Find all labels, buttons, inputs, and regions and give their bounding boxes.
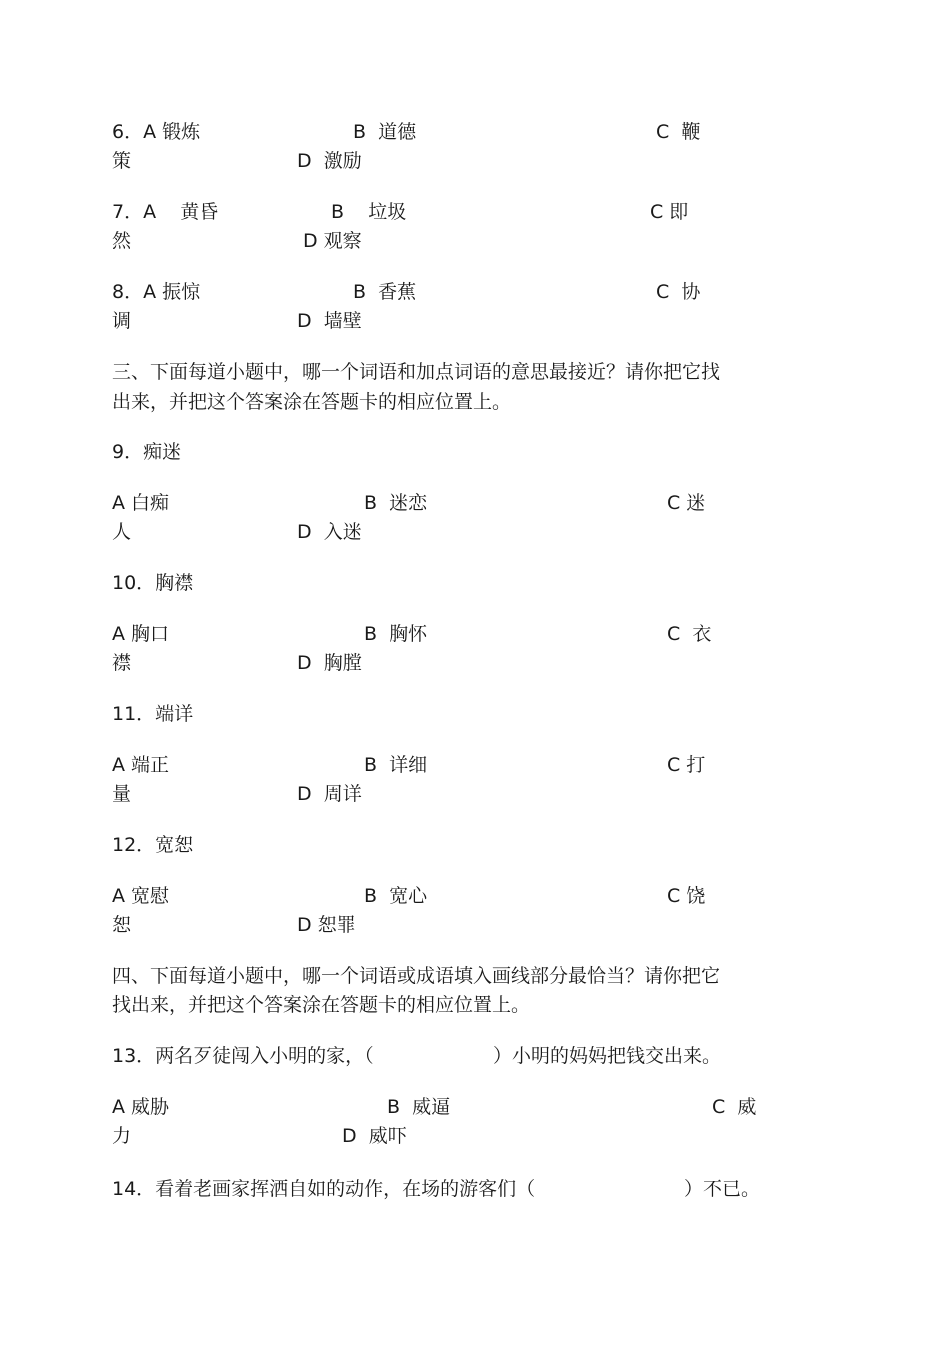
- q10-option-c-cont: 襟: [112, 652, 132, 674]
- section3-instruction: 三、下面每道小题中，哪一个词语和加点词语的意思最接近？请你把它找: [112, 361, 721, 383]
- section4-instruction-cont: 找出来，并把这个答案涂在答题卡的相应位置上。: [112, 994, 531, 1016]
- q10-option-c: C 衣: [667, 623, 712, 645]
- section4-instruction: 四、下面每道小题中，哪一个词语或成语填入画线部分最恰当？请你把它: [112, 965, 721, 987]
- q12-option-c: C 饶: [667, 885, 706, 907]
- q10-stem: 10．胸襟: [112, 572, 194, 594]
- q13-option-c-cont: 力: [112, 1125, 132, 1147]
- q6-option-c-cont: 策: [112, 150, 132, 172]
- q13-stem: 13．两名歹徒闯入小明的家，（: [112, 1045, 374, 1067]
- q8-option-c: C 协: [656, 281, 701, 303]
- q7-option-b: B 垃圾: [331, 201, 407, 223]
- q13-option-c: C 威: [712, 1096, 757, 1118]
- q6-option-a: 6．A 锻炼: [112, 121, 201, 143]
- q13-option-b: B 威逼: [387, 1096, 451, 1118]
- q9-option-a: A 白痴: [112, 492, 170, 514]
- q6-option-d: D 激励: [297, 150, 362, 172]
- q12-option-a: A 宽慰: [112, 885, 170, 907]
- q12-option-b: B 宽心: [364, 885, 428, 907]
- q7-option-c-cont: 然: [112, 230, 132, 252]
- q12-option-d: D 恕罪: [297, 914, 356, 936]
- q12-option-c-cont: 恕: [112, 914, 132, 936]
- q10-option-a: A 胸口: [112, 623, 170, 645]
- q9-option-b: B 迷恋: [364, 492, 428, 514]
- q6-option-b: B 道德: [353, 121, 417, 143]
- q11-option-d: D 周详: [297, 783, 362, 805]
- q8-option-c-cont: 调: [112, 310, 132, 332]
- q14-stem-cont: ）不已。: [684, 1178, 761, 1200]
- q10-option-b: B 胸怀: [364, 623, 428, 645]
- q9-option-c-cont: 人: [112, 521, 132, 543]
- q7-option-d: D 观察: [303, 230, 362, 252]
- q9-option-c: C 迷: [667, 492, 706, 514]
- q13-option-d: D 威吓: [342, 1125, 407, 1147]
- q10-option-d: D 胸膛: [297, 652, 362, 674]
- q11-option-a: A 端正: [112, 754, 170, 776]
- q11-option-c-cont: 量: [112, 783, 132, 805]
- q8-option-d: D 墙壁: [297, 310, 362, 332]
- q14-stem: 14．看着老画家挥洒自如的动作，在场的游客们（: [112, 1178, 536, 1200]
- q6-option-c: C 鞭: [656, 121, 701, 143]
- q13-stem-cont: ）小明的妈妈把钱交出来。: [493, 1045, 722, 1067]
- q9-stem: 9．痴迷: [112, 441, 182, 463]
- q7-option-c: C 即: [650, 201, 689, 223]
- q12-stem: 12．宽恕: [112, 834, 194, 856]
- q11-stem: 11．端详: [112, 703, 194, 725]
- q8-option-b: B 香蕉: [353, 281, 417, 303]
- q9-option-d: D 入迷: [297, 521, 362, 543]
- section3-instruction-cont: 出来，并把这个答案涂在答题卡的相应位置上。: [112, 391, 512, 413]
- q11-option-c: C 打: [667, 754, 706, 776]
- q11-option-b: B 详细: [364, 754, 428, 776]
- q7-option-a: 7．A 黄昏: [112, 201, 219, 223]
- q13-option-a: A 威胁: [112, 1096, 170, 1118]
- q8-option-a: 8．A 振惊: [112, 281, 201, 303]
